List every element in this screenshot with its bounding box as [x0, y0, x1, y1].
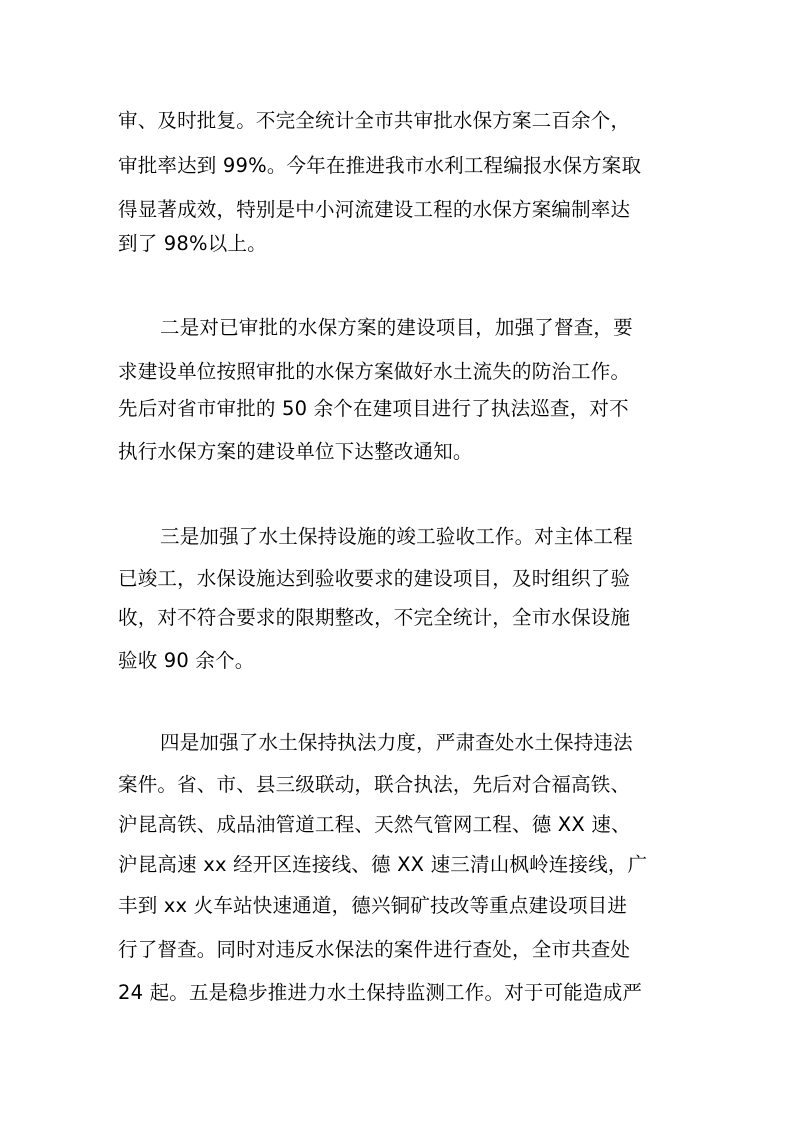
- text-line: 执行水保方案的建设单位下达整改通知。: [118, 440, 473, 463]
- text-line: 24 起。五是稳步推进力水土保持监测工作。对于可能造成严: [118, 981, 643, 1004]
- text-line: 三是加强了水土保持设施的竣工验收工作。对主体工程: [160, 525, 633, 548]
- text-line: 已竣工，水保设施达到验收要求的建设项目，及时组织了验: [118, 567, 631, 590]
- text-line: 二是对已审批的水保方案的建设项目，加强了督查，要: [160, 316, 633, 339]
- text-line: 先后对省市审批的 50 余个在建项目进行了执法巡查，对不: [118, 397, 629, 420]
- text-line: 验收 90 余个。: [118, 649, 255, 672]
- text-line: 案件。省、市、县三级联动，联合执法，先后对合福高铁、: [118, 773, 631, 796]
- text-line: 求建设单位按照审批的水保方案做好水土流失的防治工作。: [118, 360, 631, 383]
- text-line: 沪昆高铁、成品油管道工程、天然气管网工程、德 XX 速、: [118, 813, 631, 836]
- text-line: 审、及时批复。不完全统计全市共审批水保方案二百余个，: [118, 109, 631, 132]
- text-line: 行了督查。同时对违反水保法的案件进行查处，全市共查处: [118, 938, 631, 961]
- text-line: 丰到 xx 火车站快速通道，德兴铜矿技改等重点建设项目进: [118, 894, 628, 917]
- text-line: 收，对不符合要求的限期整改，不完全统计，全市水保设施: [118, 606, 631, 629]
- text-line: 四是加强了水土保持执法力度，严肃查处水土保持违法: [160, 731, 633, 754]
- text-line: 审批率达到 99%。今年在推进我市水利工程编报水保方案取: [118, 154, 642, 177]
- text-line: 到了 98%以上。: [118, 232, 267, 255]
- text-line: 沪昆高速 xx 经开区连接线、德 XX 速三清山枫岭连接线，广: [118, 853, 648, 876]
- text-line: 得显著成效，特别是中小河流建设工程的水保方案编制率达: [118, 198, 631, 221]
